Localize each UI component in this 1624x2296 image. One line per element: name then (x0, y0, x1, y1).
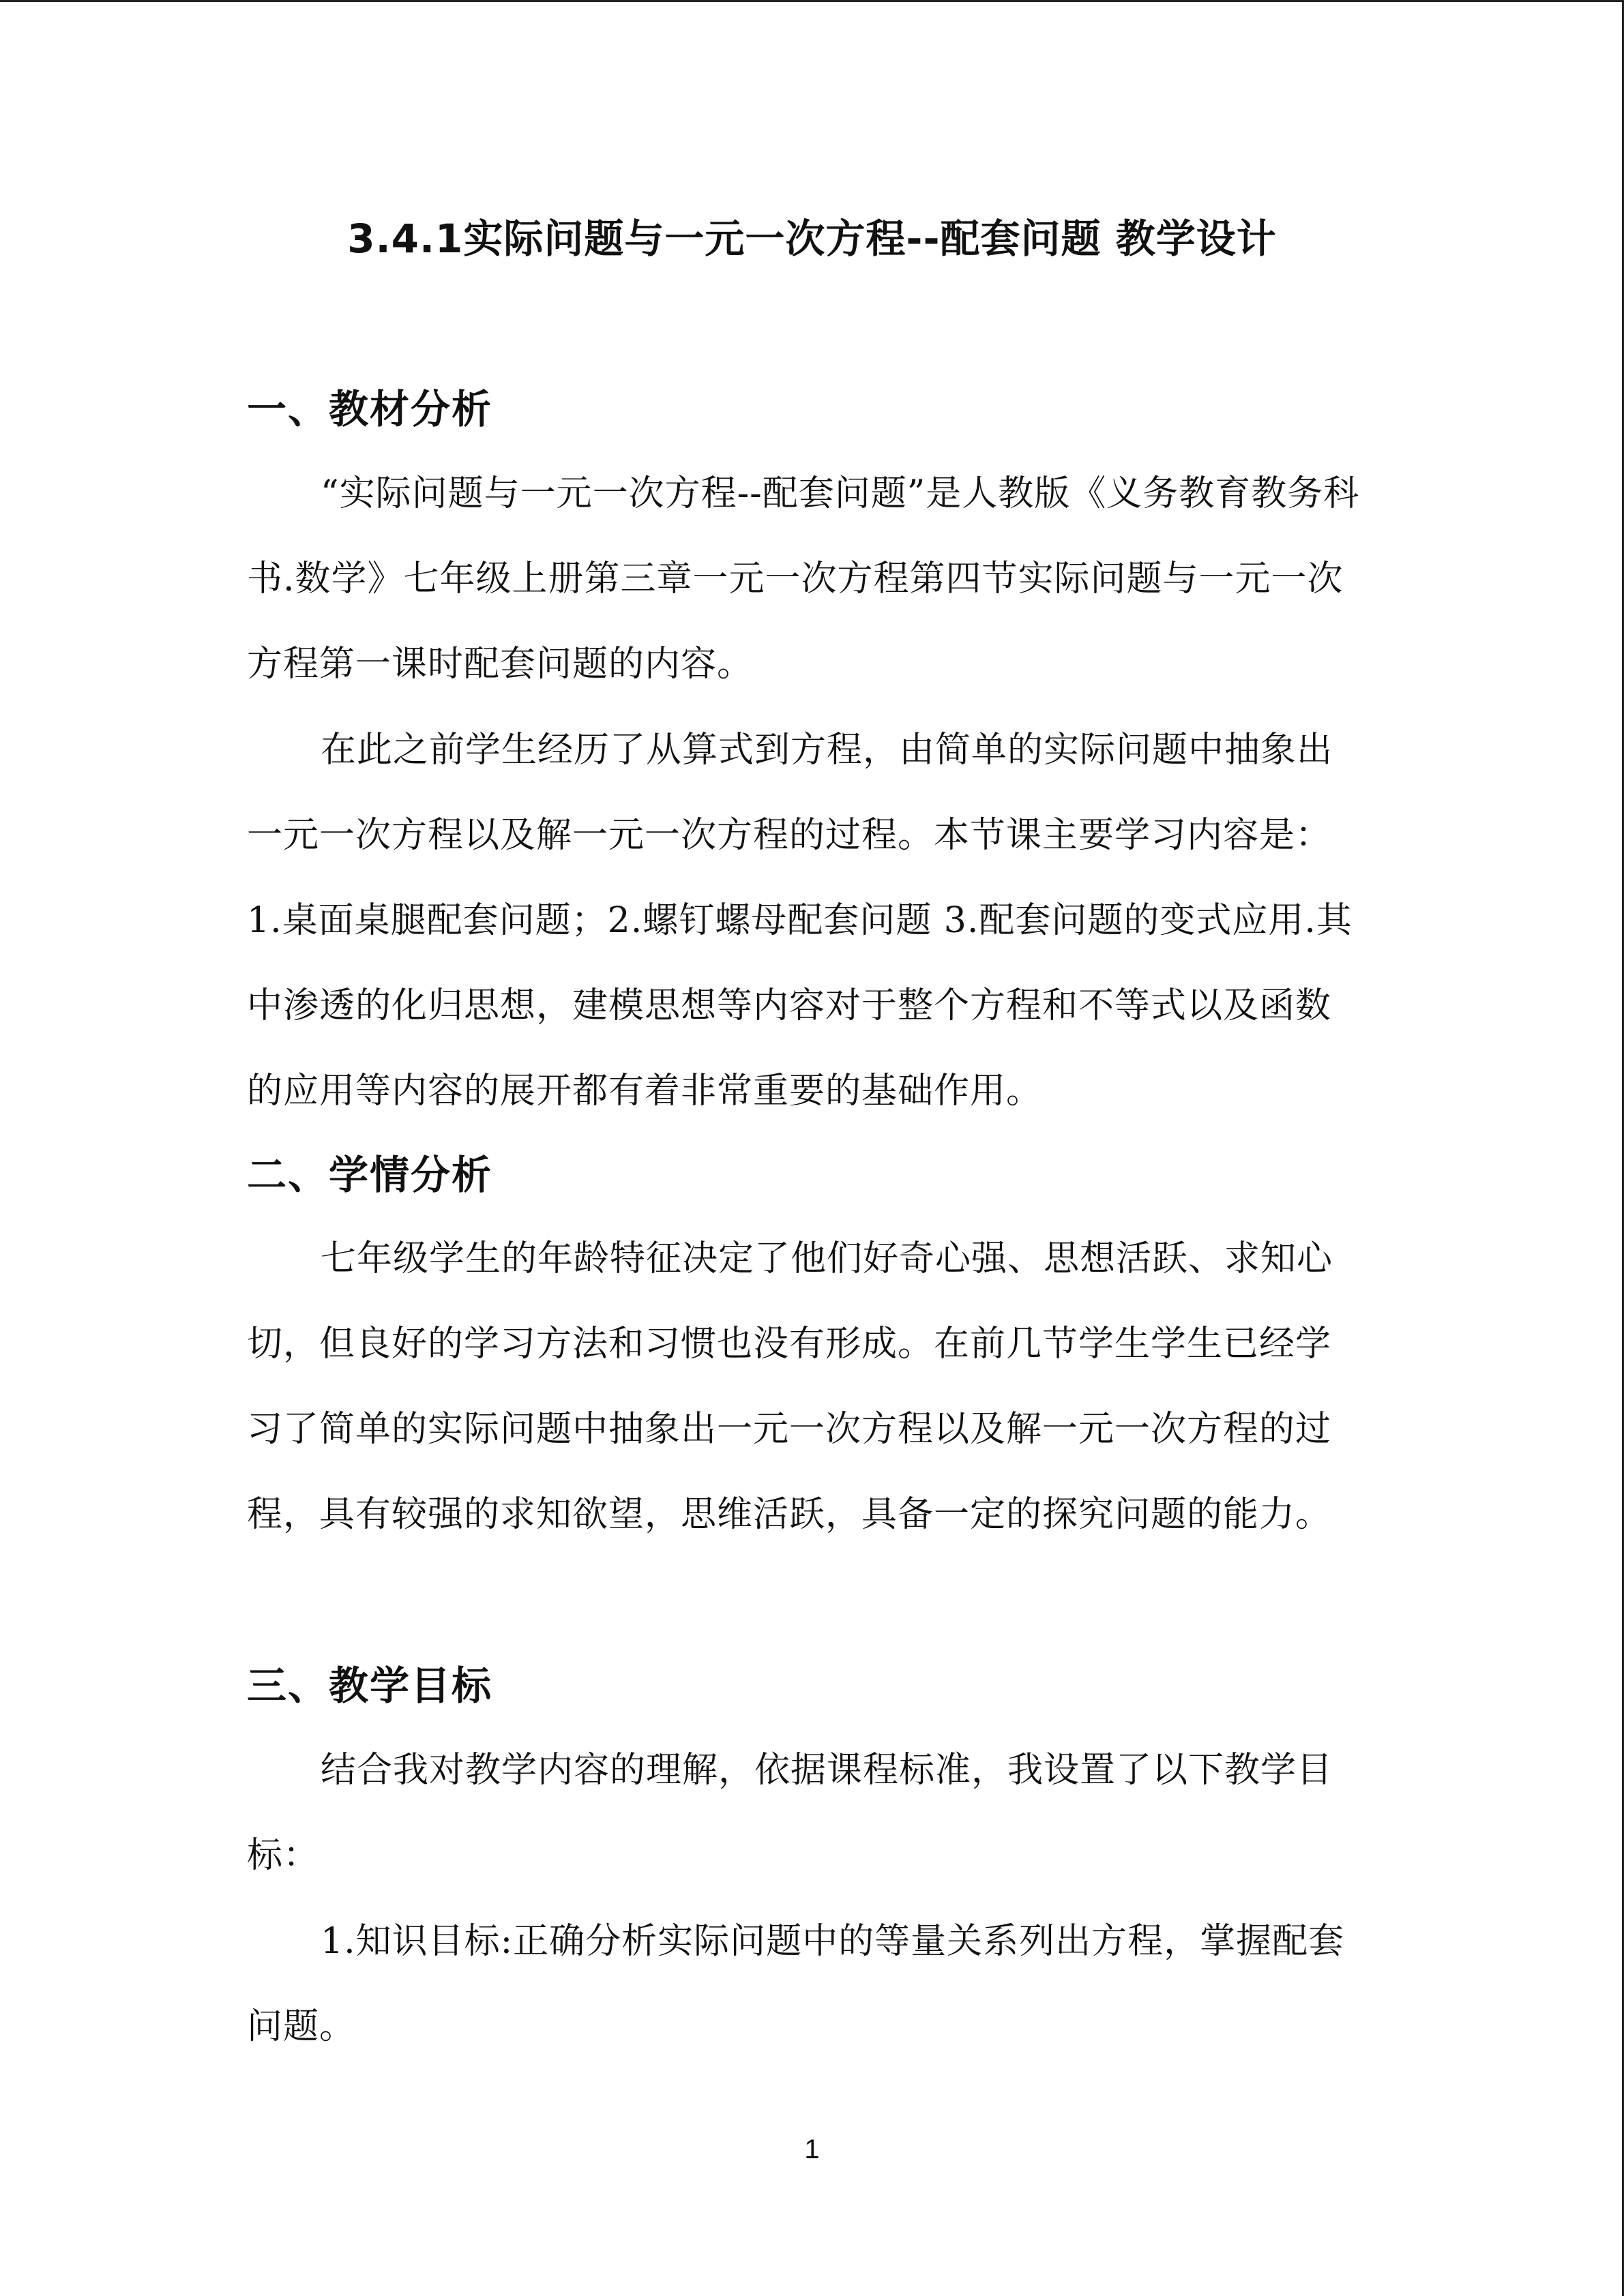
paragraph: 在此之前学生经历了从算式到方程，由简单的实际问题中抽象出一元一次方程以及解一元一次方程的过程。本节课主要学习内容是：1.桌面桌腿配套问题；2.螺钉螺母配套问题 3.配套问题的变式应用.其中渗透的化归思想，建模思想等内容对于整个方程和不等式以及函数的应用等内容的展开都有着非常重要的基础作用。 (247, 730, 1353, 1112)
document-title: 3.4.1实际问题与一元一次方程--配套问题 教学设计 (347, 215, 1277, 262)
section-heading-textbook-analysis: 一、教材分析 (247, 386, 493, 432)
paragraph: 七年级学生的年龄特征决定了他们好奇心强、思想活跃、求知心切，但良好的学习方法和习惯也没有形成。在前几节学生学生已经学习了简单的实际问题中抽象出一元一次方程以及解一元一次方程的过程，具有较强的求知欲望，思维活跃，具备一定的探究问题的能力。 (247, 1238, 1333, 1535)
paragraph: 结合我对教学内容的理解，依据课程标准，我设置了以下教学目标： (247, 1750, 1333, 1876)
page-number: 1 (804, 2134, 820, 2164)
paragraph: 1.知识目标:正确分析实际问题中的等量关系列出方程，掌握配套问题。 (247, 1921, 1345, 2047)
paragraph: “实际问题与一元一次方程--配套问题”是人教版《义务教育教务科书.数学》七年级上册第三章一元一次方程第四节实际问题与一元一次方程第一课时配套问题的内容。 (247, 473, 1360, 685)
section-heading-learner-analysis: 二、学情分析 (247, 1152, 493, 1198)
section-heading-teaching-objectives: 三、教学目标 (247, 1663, 493, 1709)
